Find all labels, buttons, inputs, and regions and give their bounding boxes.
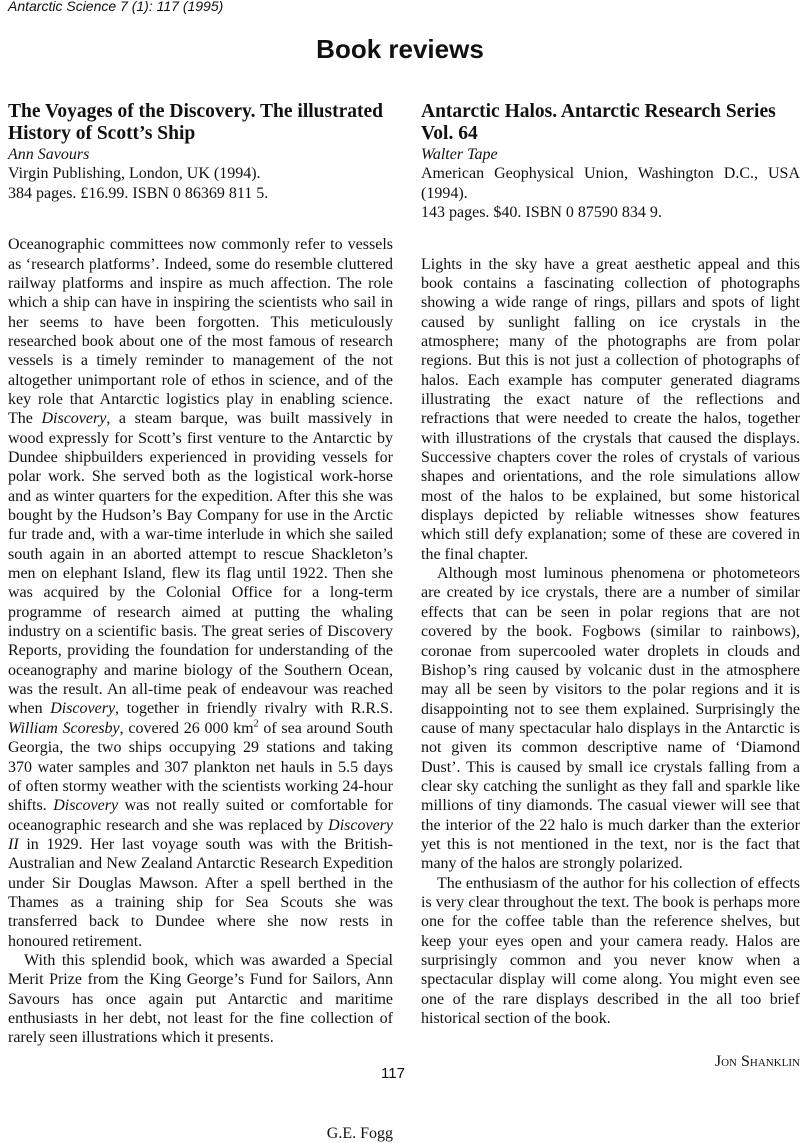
- book-publisher: American Geophysical Union, Washington D.C., USA (1994).: [421, 165, 800, 202]
- page-number: 117: [381, 1065, 405, 1082]
- text-segment: Lights in the sky have a great aesthetic appeal and this book contains a fascinating collection of photographs showing a wide range of rings, pillars and spots of light caused by sunlight falling on ice crystals in the atmosphere; many of the photographs are from polar regions. But this is not just a collection of photographs of halos. Each example has computer generated diagrams illustrating the exact nature of the reflections and refractions that were needed to create the halos, together with illustrations of the crystals that caused the displays. Successive chapters cover the roles of crystals of various shapes and orientations, and the role simulations allow most of the halos to be explained, but some historical displays depicted by reliable witnesses show features which still defy explanation; some of these are covered in the final chapter.: [421, 255, 800, 563]
- paragraph: [8, 235, 393, 951]
- paragraph: [8, 951, 393, 1048]
- book-author: Walter Tape: [421, 146, 498, 163]
- italic-text: William Scoresby: [8, 719, 120, 737]
- review-body: [421, 255, 800, 1029]
- italic-text: Discovery: [41, 410, 107, 428]
- book-details: 384 pages. £16.99. ISBN 0 86369 811 5.: [8, 184, 269, 202]
- text-segment: in 1929. Her last voyage south was with the British-Australian and New Zealand Antarctic Research Expedition under Sir Douglas Mawson. After a spell berthed in the Thames as a training ship for Sea Scouts she was transferred back to Dundee where she now rests in honoured retirement.: [8, 835, 393, 950]
- text-segment: , covered 26 000 km: [119, 719, 254, 737]
- text-segment: , together in friendly rivalry with R.R.S.: [115, 700, 394, 718]
- reviewer-name: Jon Shanklin: [714, 1053, 800, 1071]
- section-heading: Book reviews: [316, 34, 484, 64]
- text-segment: The enthusiasm of the author for his collection of effects is very clear throughout the text. The book is perhaps more one for the coffee table than the reference shelves, but keep your eyes open and your camera ready. Halos are surprisingly common and you never know when a spectacular display will come along. You might even see one of the rare displays described in the all too brief historical section of the book.: [421, 874, 800, 1028]
- text-segment: , a steam barque, was built massively in wood expressly for Scott’s first venture to the Antarctic by Dundee shipbuilders experienced in providing vessels for polar work. She served both as the logistical work-horse and as winter quarters for the expedition. After this she was bought by the Hudson’s Bay Company for use in the Arctic fur trade and, with a war-time interlude in which she sailed south again in an aborted attempt to rescue Shackleton’s men on elephant Island, flew its flag until 1922. Then she was acquired by the Colonial Office for a long-term programme of research aimed at putting the whaling industry on a scientific basis. The great series of Discovery Reports, providing the foundation for understanding of the oceanography and marine biology of the Southern Ocean, was the result. An all-time peak of endeavour was reached when: [8, 410, 394, 718]
- book-publisher: Virgin Publishing, London, UK (1994).: [8, 165, 261, 183]
- book-title: Antarctic Halos. Antarctic Research Series Vol. 64: [421, 101, 776, 144]
- book-author: Ann Savours: [8, 146, 90, 163]
- italic-text: Discovery: [50, 700, 116, 718]
- paragraph: [421, 564, 800, 874]
- text-segment: 2: [253, 718, 259, 730]
- reviewer-name: G.E. Fogg: [326, 1124, 393, 1142]
- text-segment: of sea around South Georgia, the two ships occupying 29 stations and taking 370 water samples and 307 plankton net hauls in 5.5 days of often stormy weather with the scientists working 24-hour shifts.: [8, 719, 394, 815]
- paragraph: [421, 874, 800, 1029]
- italic-text: Discovery: [53, 797, 119, 815]
- text-segment: Oceanographic committees now commonly refer to vessels as ‘research platforms’. Indeed, some do resemble cluttered railway platforms and inspire as much affection. The role which a ship can have in inspiring the scientists who sail in her seems to have been forgotten. This meticulously researched book about one of the most famous of research vessels is a timely reminder to management of the not altogether unimportant role of ethos in science, and of the key role that Antarctic logistics play in enabling science. The: [8, 236, 393, 428]
- text-segment: was not really suited or comfortable for oceanographic research and she was replaced by: [8, 797, 394, 834]
- review-halos: [421, 101, 800, 1072]
- journal-citation: Antarctic Science 7 (1): 117 (1995): [8, 0, 224, 14]
- paragraph: [421, 255, 800, 565]
- italic-text: Discovery II: [8, 816, 393, 853]
- text-segment: With this splendid book, which was awarded a Special Merit Prize from the King George’s Fund for Sailors, Ann Savours has once again put Antarctic and maritime enthusiasts in her debt, not least for the fine collection of rarely seen illustrations which it presents.: [8, 951, 393, 1047]
- review-body: [8, 235, 393, 1047]
- review-discovery: [8, 101, 393, 1143]
- text-segment: Although most luminous phenomena or photometeors are created by ice crystals, there are a number of similar effects that can be seen in polar regions that are not covered by the book. Fogbows (similar to rainbows), coronae from supercooled water droplets in clouds and Bishop’s ring caused by volcanic dust in the atmosphere may all be seen by visitors to the polar regions and it is disappointing not to see them explained. Surprisingly the cause of many spectacular halo displays in the Antarctic is not given its common descriptive name of ‘Diamond Dust’. This is caused by small ice crystals falling from a clear sky catching the sunlight as they fall and sparkle like millions of tiny diamonds. The casual viewer will see that the interior of the 22 halo is much darker than the exterior yet this is not mentioned in the text, nor is the fact that many of the halos are strongly polarized.: [421, 565, 800, 873]
- book-details: 143 pages. $40. ISBN 0 87590 834 9.: [421, 204, 662, 222]
- book-title: The Voyages of the Discovery. The illustrated History of Scott’s Ship: [8, 101, 384, 144]
